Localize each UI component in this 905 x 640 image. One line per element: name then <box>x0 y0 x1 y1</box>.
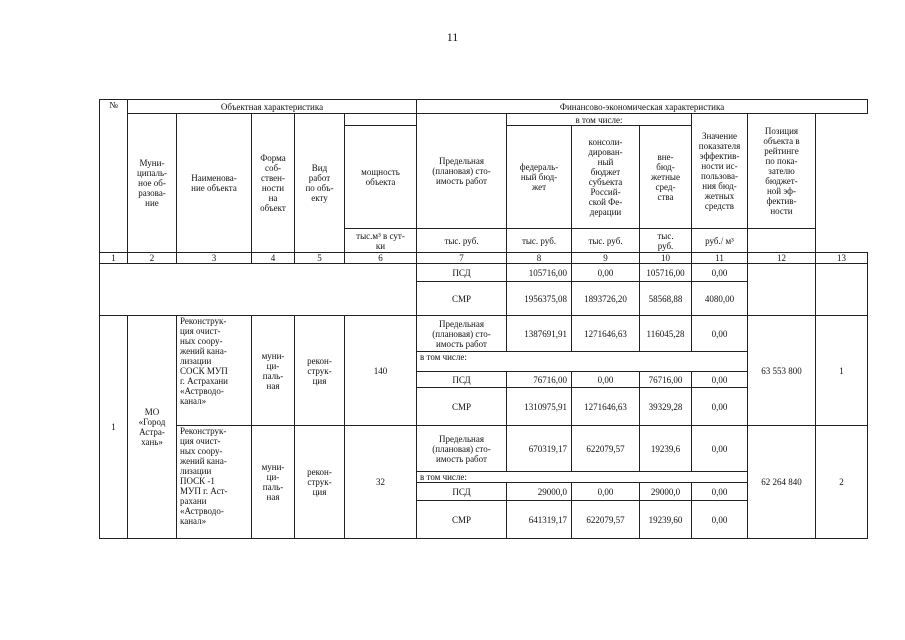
ownership-header: Форма соб- ствен- ности на объект <box>252 114 295 253</box>
total-cost: 670319,17 <box>507 426 572 472</box>
federal-value: 622079,57 <box>572 426 640 472</box>
page-number: 11 <box>446 30 459 44</box>
summary-rating-blank <box>816 264 868 316</box>
row-label: СМР <box>417 501 507 539</box>
rating-value: 2 <box>816 426 868 539</box>
offbudget-value: 0,00 <box>692 388 748 426</box>
col-num: 7 <box>417 253 507 264</box>
work-type: рекон- струк- ция <box>295 426 345 539</box>
consolidated-value: 29000,0 <box>640 483 692 501</box>
total-cost: 1310975,91 <box>507 388 572 426</box>
consolidated-value: 19239,60 <box>640 501 692 539</box>
municipality-header: Муни- ципаль- ное об- разова- ние <box>128 114 177 253</box>
header-row-1 <box>100 100 868 114</box>
unit-cost: тыс. руб. <box>417 229 507 253</box>
consolidated-value: 19239,6 <box>640 426 692 472</box>
object-name: Реконструк- ция очист- ных соору- жений кана- лизации ПОСК -1 МУП г. Аст- рахани «Астрводо- канал» <box>177 426 252 539</box>
offbudget-value: 0,00 <box>692 372 748 388</box>
rating-header: Позиция объекта в рейтинге по пока- зателю бюджет- ной эф- фектив- ности <box>748 114 816 229</box>
consolidated-value: 76716,00 <box>640 372 692 388</box>
row-label: ПСД <box>417 483 507 501</box>
object-name: Реконструк- ция очист- ных соору- жений кана- лизации СОСК МУП г. Астрахани «Астрводо- канал» <box>177 316 252 426</box>
federal-value: 0,00 <box>572 264 640 282</box>
federal-value: 0,00 <box>572 483 640 501</box>
row-label: ПСД <box>417 264 507 282</box>
col-num: 11 <box>692 253 748 264</box>
col-num: 8 <box>507 253 572 264</box>
including-label: в том числе: <box>417 352 748 372</box>
offbudget-value: 4080,00 <box>692 282 748 316</box>
total-cost: 105716,00 <box>507 264 572 282</box>
federal-value: 1271646,63 <box>572 388 640 426</box>
row-label: ПСД <box>417 372 507 388</box>
unit-consolidated: тыс. руб. <box>572 229 640 253</box>
col-no-header: № <box>100 100 128 253</box>
col-num: 9 <box>572 253 640 264</box>
rating-value: 1 <box>816 316 868 426</box>
col-num: 12 <box>748 253 816 264</box>
efficiency-header: Значение показателя эффектив- ности ис- пользова- ния бюд- жетных средств <box>692 114 748 229</box>
ownership: муни- ци- паль- ная <box>252 426 295 539</box>
object-name-header: Наименова- ние объекта <box>177 114 252 253</box>
including-label: в том числе: <box>417 472 748 483</box>
object-1-limit-row <box>100 316 868 352</box>
total-cost: 641319,17 <box>507 501 572 539</box>
financial-characteristic-header: Финансово-экономическая характеристика <box>417 100 868 114</box>
offbudget-value: 0,00 <box>692 316 748 352</box>
object-characteristic-header: Объектная характеристика <box>128 100 417 114</box>
consolidated-value: 58568,88 <box>640 282 692 316</box>
col-num: 6 <box>345 253 417 264</box>
header-row-2 <box>100 114 868 126</box>
capacity: 140 <box>345 316 417 426</box>
efficiency-value: 62 264 840 <box>748 426 816 539</box>
capacity: 32 <box>345 426 417 539</box>
total-cost: 1956375,08 <box>507 282 572 316</box>
unit-rating <box>748 229 816 253</box>
row-label: СМР <box>417 388 507 426</box>
unit-capacity: тыс.м³ в сут- ки <box>345 229 417 253</box>
federal-value: 1271646,63 <box>572 316 640 352</box>
investment-table <box>99 99 868 539</box>
offbudget-value: 0,00 <box>692 483 748 501</box>
col-num: 3 <box>177 253 252 264</box>
work-type: рекон- струк- ция <box>295 316 345 426</box>
summary-psd-row <box>100 264 868 282</box>
col-num: 5 <box>295 253 345 264</box>
column-numbers-row <box>100 253 868 264</box>
federal-value: 622079,57 <box>572 501 640 539</box>
offbudget-value: 0,00 <box>692 501 748 539</box>
col-num: 10 <box>640 253 692 264</box>
col-num: 13 <box>816 253 868 264</box>
unit-federal: тыс. руб. <box>507 229 572 253</box>
row-label: Предельная (плановая) сто- имость работ <box>417 316 507 352</box>
capacity-header-top <box>345 114 417 126</box>
object-2-limit-row <box>100 426 868 472</box>
col-num: 1 <box>100 253 128 264</box>
group-number: 1 <box>100 316 128 539</box>
offbudget-value: 0,00 <box>692 426 748 472</box>
capacity-header: мощность объекта <box>345 126 417 229</box>
consolidated-header: консоли- дирован- ный бюджет субъекта Россий- ской Фе- дерации <box>572 126 640 229</box>
summary-efficiency-blank <box>748 264 816 316</box>
total-cost: 1387691,91 <box>507 316 572 352</box>
federal-header: федераль- ный бюд- жет <box>507 126 572 229</box>
work-type-header: Вид работ по объ- екту <box>295 114 345 253</box>
consolidated-value: 39329,28 <box>640 388 692 426</box>
max-cost-header: Предельная (плановая) сто- имость работ <box>417 114 507 229</box>
including-header: в том числе: <box>507 114 692 126</box>
consolidated-value: 116045,28 <box>640 316 692 352</box>
municipality-name: МО «Город Астра- хань» <box>128 316 177 539</box>
offbudget-header: вне- бюд- жетные сред- ства <box>640 126 692 229</box>
total-cost: 76716,00 <box>507 372 572 388</box>
col-num: 2 <box>128 253 177 264</box>
summary-blank <box>100 264 417 316</box>
row-label: Предельная (плановая) сто- имость работ <box>417 426 507 472</box>
unit-offbudget: тыс. руб. <box>640 229 692 253</box>
unit-efficiency: руб./ м³ <box>692 229 748 253</box>
efficiency-value: 63 553 800 <box>748 316 816 426</box>
offbudget-value: 0,00 <box>692 264 748 282</box>
federal-value: 0,00 <box>572 372 640 388</box>
total-cost: 29000,0 <box>507 483 572 501</box>
row-label: СМР <box>417 282 507 316</box>
col-num: 4 <box>252 253 295 264</box>
federal-value: 1893726,20 <box>572 282 640 316</box>
consolidated-value: 105716,00 <box>640 264 692 282</box>
ownership: муни- ци- паль- ная <box>252 316 295 426</box>
